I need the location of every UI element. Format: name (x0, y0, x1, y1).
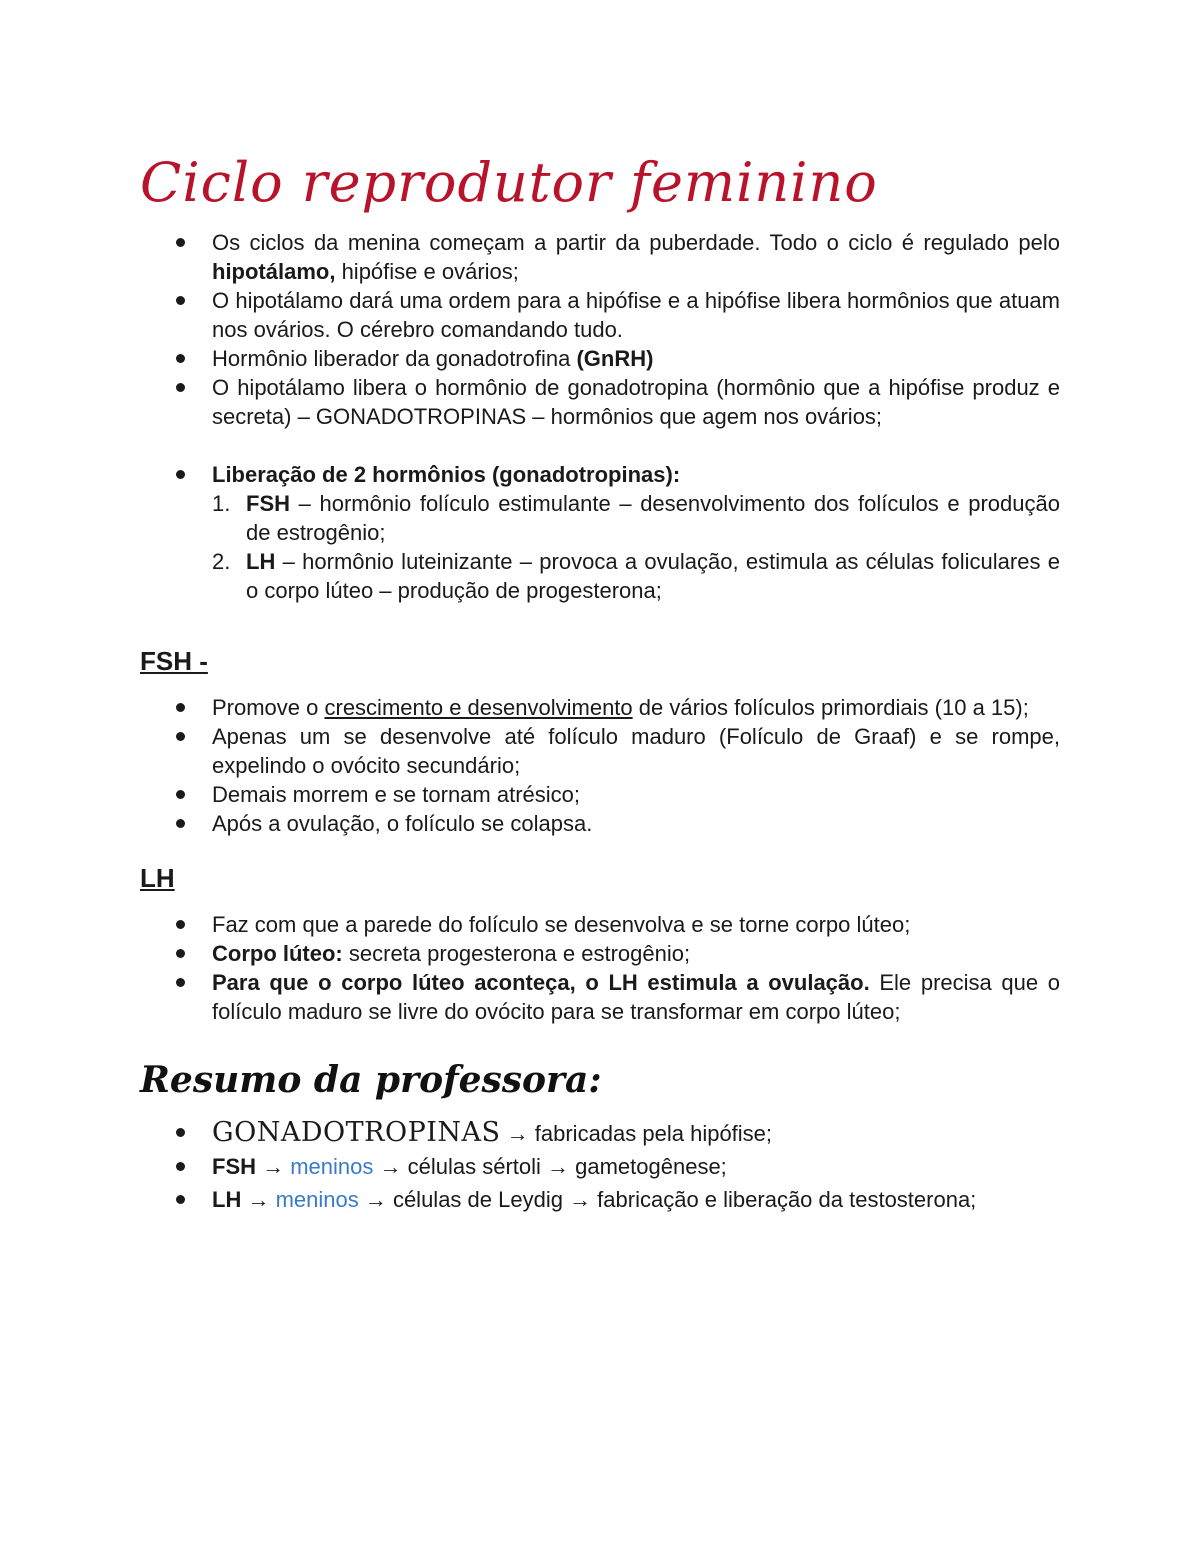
text-run: crescimento e desenvolvimento (324, 695, 633, 720)
list-item (140, 228, 1060, 286)
bullet-icon (176, 732, 185, 741)
text-run: → células de Leydig → fabricação e liberação da testosterona; (358, 1187, 977, 1212)
text-run: (GnRH) (576, 346, 654, 371)
bullet-icon (176, 978, 185, 987)
list-item (140, 373, 1060, 431)
list-item (140, 1185, 1060, 1214)
list-item (140, 809, 1060, 838)
bullet-icon (176, 238, 185, 247)
list-item (140, 1152, 1060, 1181)
summary-list (140, 1118, 1060, 1214)
list-item-text (212, 1154, 727, 1179)
numbered-item (212, 547, 1060, 605)
text-run: Para que o corpo lúteo aconteça, o LH estimula a ovulação. (212, 970, 870, 995)
item-number: 1. (212, 491, 231, 516)
list-item-text (212, 811, 592, 836)
text-run: → células sértoli → gametogênese; (373, 1154, 727, 1179)
list-item (140, 460, 1060, 605)
lh-list (140, 910, 1060, 1026)
numbered-item (212, 489, 1060, 547)
list-item (140, 968, 1060, 1026)
list-item-text (212, 695, 1029, 720)
text-run: → fabricadas pela hipófise; (500, 1121, 773, 1146)
list-item (140, 780, 1060, 809)
text-run: Liberação de 2 hormônios (gonadotropinas): (212, 462, 681, 487)
bullet-icon (176, 354, 185, 363)
text-run: Ele precisa que o folículo maduro se livre do ovócito para se transformar em corpo lúteo; (212, 970, 1061, 1024)
text-run: Os ciclos da menina começam a partir da puberdade. Todo o ciclo é regulado pelo (212, 230, 1060, 255)
list-item (140, 722, 1060, 780)
spacer (140, 431, 1060, 460)
bullet-icon (176, 790, 185, 799)
intro-list (140, 228, 1060, 431)
text-run: hipófise e ovários; (335, 259, 519, 284)
text-run: Demais morrem e se tornam atrésico; (212, 782, 580, 807)
text-run: Hormônio liberador da gonadotrofina (212, 346, 577, 371)
numbered-item-text (246, 491, 1060, 545)
text-run: O hipotálamo libera o hormônio de gonadotropina (hormônio que a hipófise produz e secreta) – GONADOTROPINAS – hormônios que agem nos ovários; (212, 375, 1060, 429)
text-run: meninos (290, 1154, 374, 1179)
list-item-text (212, 724, 1060, 778)
list-item (140, 344, 1060, 373)
text-run: hipotálamo, (212, 259, 336, 284)
text-run: – hormônio folículo estimulante – desenvolvimento dos folículos e produção de estrogênio; (246, 491, 1060, 545)
text-run: meninos (275, 1187, 359, 1212)
text-run: GONADOTROPINAS (212, 1117, 501, 1148)
list-item (140, 939, 1060, 968)
text-run: secreta progesterona e estrogênio; (342, 941, 691, 966)
summary-title: Resumo da professora: (140, 1059, 602, 1101)
bullet-icon (176, 296, 185, 305)
list-item-text (212, 230, 1060, 284)
list-item (140, 910, 1060, 939)
numbered-item-text (246, 549, 1060, 603)
bullet-icon (176, 1162, 185, 1171)
bullet-icon (176, 703, 185, 712)
text-run: Corpo lúteo: (212, 941, 343, 966)
text-run: Promove o (212, 695, 325, 720)
list-item (140, 286, 1060, 344)
text-run: LH (246, 549, 276, 574)
text-run: → (241, 1187, 276, 1212)
list-item-text (212, 375, 1060, 429)
release-list (140, 460, 1060, 605)
list-item-text (212, 346, 653, 371)
bullet-icon (176, 383, 185, 392)
text-run: Faz com que a parede do folículo se desenvolva e se torne corpo lúteo; (212, 912, 911, 937)
text-run: → (256, 1154, 291, 1179)
bullet-icon (176, 1195, 185, 1204)
text-run: – hormônio luteinizante – provoca a ovulação, estimula as células foliculares e o corpo lúteo – produção de progesterona; (246, 549, 1060, 603)
text-run: FSH (246, 491, 290, 516)
list-item-text (212, 941, 690, 966)
fsh-list (140, 693, 1060, 838)
list-item-text (212, 912, 910, 937)
page-title: Ciclo reprodutor feminino (140, 151, 878, 214)
lh-heading: LH (140, 863, 175, 893)
fsh-heading: FSH - (140, 646, 208, 676)
bullet-icon (176, 920, 185, 929)
list-item-text (212, 782, 580, 807)
list-item (140, 1118, 1060, 1148)
text-run: de vários folículos primordiais (10 a 15); (632, 695, 1029, 720)
text-run: Apenas um se desenvolve até folículo maduro (Folículo de Graaf) e se rompe, expelindo o ovócito secundário; (212, 724, 1060, 778)
item-number: 2. (212, 549, 231, 574)
text-run: O hipotálamo dará uma ordem para a hipófise e a hipófise libera hormônios que atuam nos ovários. O cérebro comandando tudo. (212, 288, 1060, 342)
text-run: LH (212, 1187, 242, 1212)
bullet-icon (176, 949, 185, 958)
release-item-text (212, 462, 680, 487)
text-run: Após a ovulação, o folículo se colapsa. (212, 811, 593, 836)
bullet-icon (176, 819, 185, 828)
list-item-text (212, 288, 1060, 342)
release-sublist (212, 489, 1060, 605)
text-run: FSH (212, 1154, 256, 1179)
list-item-text (212, 970, 1060, 1024)
list-item-text (212, 1187, 976, 1212)
list-item-text (212, 1117, 773, 1148)
bullet-icon (176, 1128, 185, 1137)
bullet-icon (176, 470, 185, 479)
list-item (140, 693, 1060, 722)
